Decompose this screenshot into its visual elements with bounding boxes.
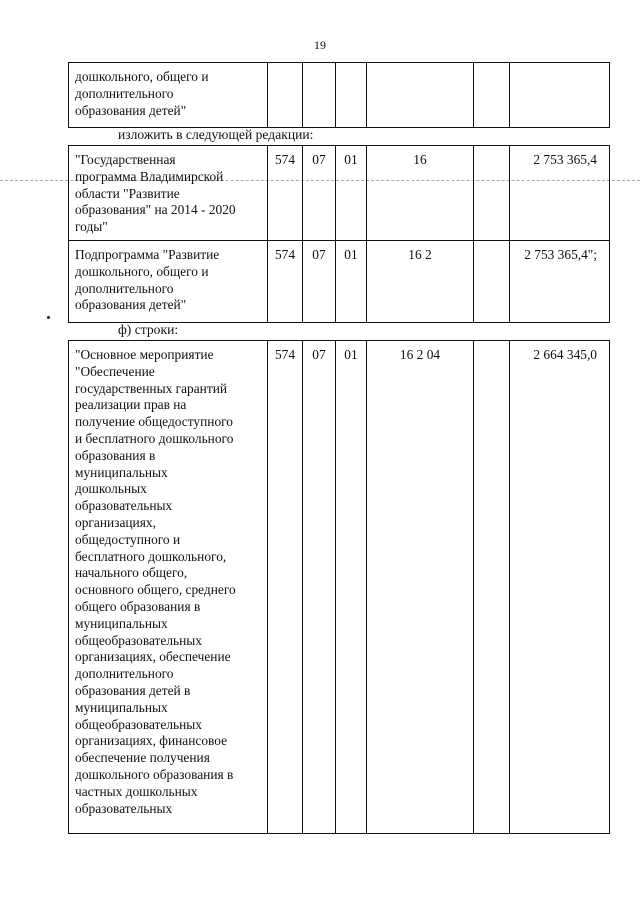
row-code-4: 16 2 bbox=[367, 241, 474, 323]
row-code-2: 07 bbox=[303, 341, 336, 834]
row-code-3: 01 bbox=[336, 146, 367, 241]
row-name: "Основное мероприятие "Обеспечение государственных гарантий реализации прав на получение общедоступного и бесплатного дошкольного образования в муниципальных дошкольных образовательных организациях, общедоступного и бесплатного дошкольного, начального общего, основного общего, среднего общего образования в муниципальных общеобразовательных организациях, обеспечение дополнительного образования детей в муниципальных общеобразовательных организациях, финансовое обеспечение получения дошкольного образования в частных дошкольных образовательных bbox=[69, 341, 268, 834]
table-row bbox=[69, 63, 610, 128]
page-number: 19 bbox=[314, 38, 326, 52]
row-code-3 bbox=[336, 63, 367, 128]
amend-instruction: изложить в следующей редакции: bbox=[118, 127, 314, 142]
row-code-5 bbox=[474, 63, 510, 128]
row-code-4 bbox=[367, 63, 474, 128]
row-amount: 2 753 365,4"; bbox=[510, 241, 610, 323]
row-amount bbox=[510, 63, 610, 128]
row-code-2 bbox=[303, 63, 336, 128]
row-name: дошкольного, общего и дополнительного образования детей" bbox=[69, 63, 268, 128]
row-code-1: 574 bbox=[268, 146, 303, 241]
row-name: "Государственная программа Владимирской области "Развитие образования" на 2014 - 2020 годы" bbox=[69, 146, 268, 241]
table-row bbox=[69, 146, 610, 241]
row-name: Подпрограмма "Развитие дошкольного, общего и дополнительного образования детей" bbox=[69, 241, 268, 323]
row-code-5 bbox=[474, 341, 510, 834]
row-amount: 2 664 345,0 bbox=[510, 341, 610, 834]
row-code-1: 574 bbox=[268, 341, 303, 834]
budget-table-activity bbox=[68, 340, 610, 834]
budget-table-amended bbox=[68, 145, 610, 323]
rows-instruction: ф) строки: bbox=[118, 322, 179, 337]
table-row bbox=[69, 241, 610, 323]
row-code-2: 07 bbox=[303, 146, 336, 241]
budget-table-continuation bbox=[68, 62, 610, 128]
row-amount: 2 753 365,4 bbox=[510, 146, 610, 241]
row-code-5 bbox=[474, 146, 510, 241]
row-code-3: 01 bbox=[336, 341, 367, 834]
row-code-4: 16 2 04 bbox=[367, 341, 474, 834]
table-row bbox=[69, 341, 610, 834]
row-code-1 bbox=[268, 63, 303, 128]
row-code-5 bbox=[474, 241, 510, 323]
scan-artifact-dot bbox=[47, 316, 50, 319]
row-code-3: 01 bbox=[336, 241, 367, 323]
row-code-1: 574 bbox=[268, 241, 303, 323]
row-code-2: 07 bbox=[303, 241, 336, 323]
row-code-4: 16 bbox=[367, 146, 474, 241]
